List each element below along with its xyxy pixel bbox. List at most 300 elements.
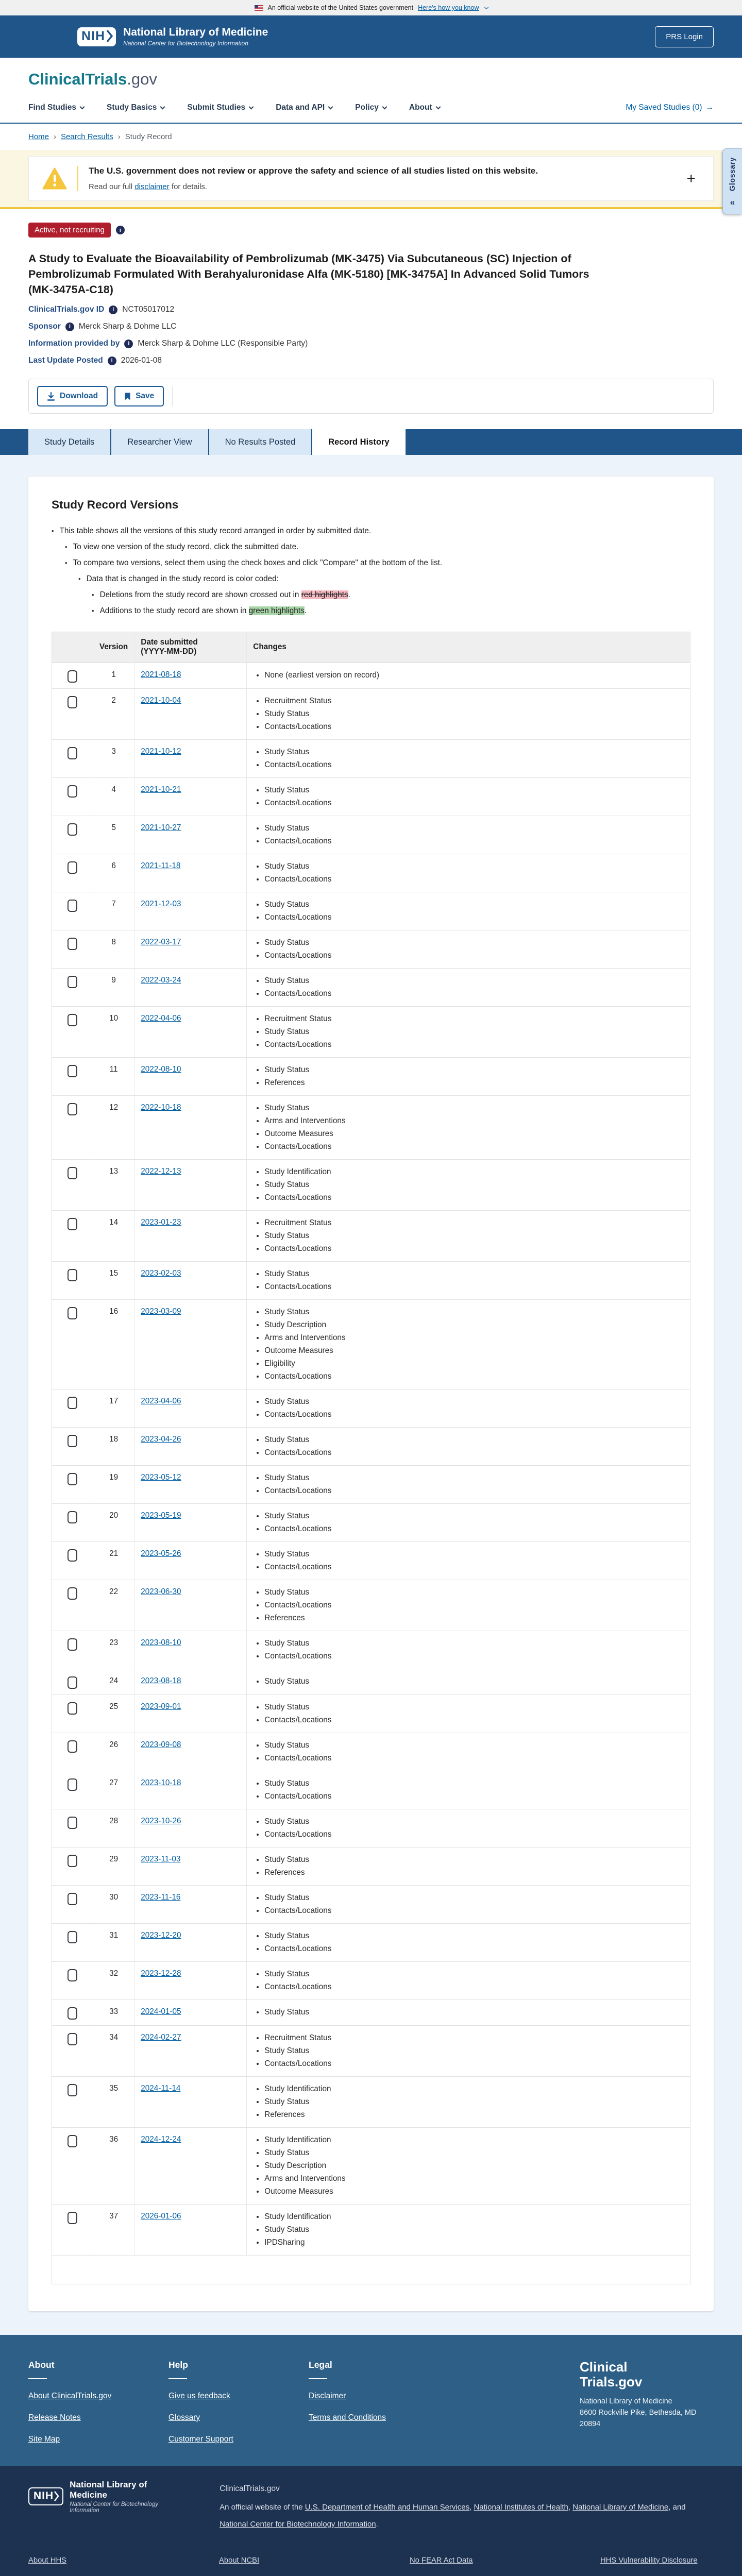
version-checkbox[interactable] [68,1511,77,1523]
date-cell [134,688,247,739]
agency-footer-link-about-hhs[interactable]: About HHS [28,2556,67,2565]
tab-study-details[interactable]: Study Details [28,429,111,455]
prs-login-button[interactable]: PRS Login [655,26,714,47]
breadcrumb-item-home[interactable]: Home [28,132,49,141]
version-checkbox[interactable] [68,1307,77,1319]
table-row [52,1503,690,1541]
date-link[interactable]: 2022-04-06 [141,1013,181,1023]
change-item: • Study Status [264,2147,684,2159]
version-checkbox[interactable] [68,1676,77,1689]
change-item: • Study Status [264,1306,684,1318]
change-item: • Study Status [264,1396,684,1408]
changes-cell [247,1771,690,1809]
date-link[interactable]: 2021-12-03 [141,899,181,908]
bullet-text-part: This table shows all the versions of this study record arranged in order by submitted date. [59,527,372,536]
info-icon[interactable]: i [116,226,125,234]
nih-logo [77,27,116,46]
bullet-icon: • [92,606,94,615]
date-link[interactable]: 2023-10-26 [141,1816,181,1825]
agency-footer-link-about-ncbi[interactable]: About NCBI [219,2556,260,2565]
intro-bullet [65,542,690,552]
version-checkbox[interactable] [68,1103,77,1115]
date-link[interactable]: 2023-12-20 [141,1930,181,1940]
date-link[interactable]: 2023-02-03 [141,1268,181,1278]
agency-footer [0,2466,742,2576]
chevron-down-icon [249,104,254,109]
version-checkbox[interactable] [68,1893,77,1905]
checkbox-cell [52,1961,93,1999]
nav-item-label: About [409,103,432,112]
warning-body-suffix: for details. [169,182,208,191]
date-link[interactable]: 2022-03-17 [141,937,181,946]
version-checkbox[interactable] [68,696,77,708]
date-link[interactable]: 2026-01-06 [141,2211,181,2221]
agency-link-u-s-department-of-health-and-human-services[interactable]: U.S. Department of Health and Human Services [305,2502,470,2512]
nih-logo [28,2487,63,2505]
date-link[interactable]: 2023-05-26 [141,1549,181,1558]
date-link[interactable]: 2024-11-14 [141,2083,181,2093]
version-cell: 30 [93,1885,134,1923]
version-cell: 2 [93,688,134,739]
footer-heading-rule [28,2378,47,2379]
chevron-down-icon [80,104,85,109]
version-checkbox[interactable] [68,1218,77,1230]
footer-link-give-us-feedback[interactable]: Give us feedback [168,2391,230,2400]
saved-label: My Saved Studies (0) [626,103,702,112]
nlm-header [0,15,742,58]
date-link[interactable]: 2023-09-08 [141,1740,181,1749]
warning-heading: The U.S. government does not review or approve the safety and science of all studies listed on this website. [89,166,538,176]
date-link[interactable]: 2023-09-01 [141,1702,181,1711]
table-row [52,2025,690,2076]
agency-link-national-institutes-of-health[interactable]: National Institutes of Health [474,2502,568,2512]
version-checkbox[interactable] [68,1435,77,1447]
footer-column-heading: Help [168,2359,188,2370]
date-header-line1: Date submitted [141,638,198,647]
date-cell [134,1961,247,1999]
footer-link-about-clinicaltrials-gov[interactable]: About ClinicalTrials.gov [28,2391,112,2400]
version-checkbox[interactable] [68,2135,77,2147]
info-icon[interactable]: i [109,306,117,314]
status-badge: Active, not recruiting [28,223,111,238]
change-item: • Contacts/Locations [264,1523,684,1535]
version-checkbox[interactable] [68,823,77,836]
date-link[interactable]: 2022-12-13 [141,1166,181,1176]
table-row [52,1261,690,1299]
sentence-text: . [376,2519,378,2529]
change-item: • Contacts/Locations [264,1714,684,1726]
breadcrumb-separator: › [54,132,57,141]
version-cell: 21 [93,1541,134,1580]
changes-list [253,1777,684,1803]
date-cell [134,1095,247,1159]
nih-logo-lockup[interactable] [77,26,268,47]
changes-list [253,1739,684,1765]
version-cell: 29 [93,1847,134,1885]
info-icon[interactable]: i [124,340,133,348]
breadcrumb-item-search-results[interactable]: Search Results [61,132,113,141]
change-item: • Study Status [264,1930,684,1942]
intro-bullets [52,526,690,616]
version-cell: 16 [93,1299,134,1389]
date-link[interactable]: 2023-11-03 [141,1854,181,1863]
agency-link-column-2 [219,2556,410,2576]
change-item: • Study Status [264,1586,684,1599]
change-item: • Contacts/Locations [264,1943,684,1955]
warning-body-prefix: Read our full [89,182,135,191]
download-icon [47,392,55,401]
change-item: • Study Description [264,1319,684,1331]
table-row [52,854,690,892]
table-row [52,892,690,930]
checkbox-cell [52,777,93,816]
nav-item-label: Find Studies [28,103,76,112]
disclaimer-link[interactable]: disclaimer [134,182,170,191]
checkbox-cell [52,1095,93,1159]
checkbox-cell [52,1733,93,1771]
date-link[interactable]: 2023-08-10 [141,1638,181,1647]
checkbox-cell [52,2025,93,2076]
table-row [52,1847,690,1885]
bookmark-icon [124,392,131,401]
table-row [52,1885,690,1923]
change-item: • References [264,1612,684,1624]
agency-link-national-library-of-medicine[interactable]: National Library of Medicine [572,2502,669,2512]
changes-cell [247,1694,690,1733]
checkbox-cell [52,1631,93,1669]
change-item: • Study Status [264,1472,684,1484]
changes-list [253,2134,684,2198]
change-item: • References [264,1867,684,1879]
field-label: ClinicalTrials.gov ID [28,305,105,314]
change-item: • Contacts/Locations [264,1370,684,1383]
save-button[interactable] [114,386,164,406]
date-link[interactable]: 2024-01-05 [141,2007,181,2016]
field-value: Merck Sharp & Dohme LLC [78,322,177,331]
date-link[interactable]: 2023-04-26 [141,1434,181,1444]
date-cell [134,1809,247,1847]
nih-logo-text: NIH [81,28,106,43]
checkbox-cell [52,1885,93,1923]
table-row [52,816,690,854]
tab-researcher-view[interactable]: Researcher View [111,429,209,455]
changes-list [253,1306,684,1383]
change-item: • Contacts/Locations [264,1981,684,1993]
version-checkbox[interactable] [68,785,77,798]
change-item: • Contacts/Locations [264,1409,684,1421]
change-item: • Study Status [264,1268,684,1280]
field-label: Information provided by [28,339,120,348]
checkbox-cell [52,1299,93,1389]
date-link[interactable]: 2023-03-09 [141,1307,181,1316]
version-checkbox[interactable] [68,1167,77,1179]
table-row [52,1299,690,1389]
version-cell: 34 [93,2025,134,2076]
changes-cell [247,930,690,968]
change-item: • Study Status [264,784,684,796]
change-item: • Study Status [264,1179,684,1191]
how-you-know-link[interactable]: Here's how you know [418,4,479,11]
date-cell [134,930,247,968]
date-link[interactable]: 2023-01-23 [141,1217,181,1227]
changes-list [253,1013,684,1051]
checkbox-cell [52,1427,93,1465]
date-link[interactable]: 2021-11-18 [141,861,181,870]
date-header-line2: (YYYY-MM-DD) [141,647,197,656]
intro-bullet [92,606,690,616]
bullet-text [100,590,350,600]
field-value: Merck Sharp & Dohme LLC (Responsible Party) [138,339,308,348]
checkbox-cell [52,2204,93,2255]
version-checkbox[interactable] [68,1702,77,1715]
date-cell [134,1771,247,1809]
info-icon[interactable]: i [65,323,74,331]
change-item: • Eligibility [264,1358,684,1370]
change-item: • Study Status [264,1892,684,1904]
version-checkbox[interactable] [68,1740,77,1753]
nlm-footer-logo[interactable] [28,2479,186,2514]
version-checkbox[interactable] [68,2007,77,2020]
change-item: • Study Identification [264,2134,684,2146]
date-link[interactable]: 2023-05-12 [141,1472,181,1482]
change-item: • Study Status [264,1968,684,1980]
change-item: • Recruitment Status [264,1217,684,1229]
date-link[interactable]: 2023-05-19 [141,1511,181,1520]
bullet-text [100,606,307,616]
section-heading: Study Record Versions [52,498,179,512]
change-item: • Contacts/Locations [264,1790,684,1803]
date-cell [134,1159,247,1210]
version-checkbox[interactable] [68,1778,77,1791]
change-item: • Contacts/Locations [264,1905,684,1917]
nav-item-submit-studies[interactable] [187,103,253,112]
change-item: • Contacts/Locations [264,797,684,809]
study-field-information-provided-by [28,339,714,348]
footer-link-terms-and-conditions[interactable]: Terms and Conditions [309,2413,386,2422]
date-cell [134,1694,247,1733]
checkbox-cell [52,1771,93,1809]
agency-link-column-1 [28,2556,219,2576]
version-checkbox[interactable] [68,2084,77,2096]
chevron-down-icon [160,104,165,109]
nav-item-label: Study Basics [107,103,157,112]
agency-footer-link-hhs-vulnerability-disclosure[interactable]: HHS Vulnerability Disclosure [600,2556,698,2565]
date-link[interactable]: 2022-10-18 [141,1103,181,1112]
version-cell: 3 [93,739,134,777]
nav-item-policy[interactable] [355,103,386,112]
version-checkbox[interactable] [68,938,77,950]
version-checkbox[interactable] [68,1549,77,1562]
version-checkbox[interactable] [68,1969,77,1981]
version-checkbox[interactable] [68,1931,77,1943]
sentence-text: , [568,2502,573,2512]
agency-link-national-center-for-biotechnology-information[interactable]: National Center for Biotechnology Information [220,2519,376,2529]
version-checkbox[interactable] [68,1473,77,1485]
changes-cell [247,1465,690,1503]
version-cell: 32 [93,1961,134,1999]
version-checkbox[interactable] [68,2033,77,2045]
date-link[interactable]: 2024-02-27 [141,2032,181,2042]
date-link[interactable]: 2023-12-28 [141,1969,181,1978]
date-link[interactable]: 2021-10-21 [141,785,181,794]
checkbox-cell [52,1261,93,1299]
changes-list [253,860,684,886]
version-cell: 26 [93,1733,134,1771]
date-link[interactable]: 2021-10-27 [141,823,181,832]
date-link[interactable]: 2022-08-10 [141,1064,181,1074]
date-cell [134,816,247,854]
version-cell: 23 [93,1631,134,1669]
footer-column-legal [309,2360,449,2444]
chevron-down-icon [435,104,441,109]
date-cell [134,2076,247,2127]
change-item: • Study Status [264,1548,684,1561]
version-cell: 4 [93,777,134,816]
date-link[interactable]: 2023-08-18 [141,1676,181,1685]
changes-cell [247,1541,690,1580]
version-checkbox[interactable] [68,1014,77,1026]
change-item: • Study Status [264,1637,684,1650]
version-checkbox[interactable] [68,670,77,683]
date-link[interactable]: 2021-08-18 [141,670,181,679]
version-checkbox[interactable] [68,1817,77,1829]
masthead [0,58,742,124]
main-nav [28,103,440,112]
changes-cell [247,1389,690,1427]
table-row [52,1809,690,1847]
date-link[interactable]: 2021-10-12 [141,747,181,756]
expand-plus-icon[interactable]: + [686,170,696,187]
tab-no-results-posted[interactable]: No Results Posted [209,429,313,455]
nav-item-data-and-api[interactable] [276,103,332,112]
version-checkbox[interactable] [68,861,77,874]
footer-link-customer-support[interactable]: Customer Support [168,2434,233,2444]
version-checkbox[interactable] [68,976,77,988]
date-link[interactable]: 2023-10-18 [141,1778,181,1787]
version-checkbox[interactable] [68,1638,77,1651]
nav-item-study-basics[interactable] [107,103,164,112]
nav-item-about[interactable] [409,103,440,112]
intro-bullet [78,574,690,584]
version-checkbox[interactable] [68,1587,77,1600]
date-link[interactable]: 2023-11-16 [141,1892,181,1902]
changes-cell [247,1261,690,1299]
table-row [52,1465,690,1503]
change-item: • Outcome Measures [264,2185,684,2198]
version-cell: 8 [93,930,134,968]
bullet-text-part: . [348,590,350,599]
date-cell [134,1580,247,1631]
download-button[interactable] [37,386,108,406]
footer-link-release-notes[interactable]: Release Notes [28,2413,81,2422]
date-cell [134,1210,247,1261]
version-checkbox[interactable] [68,2212,77,2224]
checkbox-cell [52,2076,93,2127]
changes-list [253,1892,684,1917]
table-row [52,1771,690,1809]
actions-bar [28,379,714,414]
version-cell: 25 [93,1694,134,1733]
version-checkbox[interactable] [68,747,77,759]
date-cell [134,2127,247,2204]
agency-footer-links [28,2556,714,2576]
my-saved-studies-link[interactable] [626,103,714,112]
table-row [52,1159,690,1210]
change-item: • Contacts/Locations [264,1650,684,1663]
version-checkbox[interactable] [68,1065,77,1077]
date-link[interactable]: 2022-03-24 [141,975,181,985]
change-item: • Contacts/Locations [264,1828,684,1841]
changes-list [253,695,684,733]
footer-link-disclaimer[interactable]: Disclaimer [309,2391,346,2400]
org-name: National Library of Medicine [123,26,268,38]
nav-item-find-studies[interactable] [28,103,84,112]
footer-link-site-map[interactable]: Site Map [28,2434,60,2444]
date-link[interactable]: 2024-12-24 [141,2134,181,2144]
date-cell [134,1427,247,1465]
footer-column-help [168,2360,309,2444]
changes-list [253,1166,684,1204]
date-cell [134,1465,247,1503]
checkbox-cell [52,1210,93,1261]
checkbox-cell [52,1159,93,1210]
table-row [52,1541,690,1580]
table-row [52,1733,690,1771]
date-link[interactable]: 2023-06-30 [141,1587,181,1596]
footer-brand [580,2360,714,2444]
change-item: • IPDSharing [264,2236,684,2249]
changes-cell [247,1923,690,1961]
checkbox-cell [52,1006,93,1057]
version-checkbox[interactable] [68,1397,77,1409]
checkbox-cell [52,968,93,1006]
save-label: Save [136,392,155,401]
changes-cell [247,1057,690,1095]
intro-bullet [92,590,690,600]
footer-logo-line1: Clinical [580,2359,628,2375]
study-header [0,209,742,365]
agency-footer-link-no-fear-act-data[interactable]: No FEAR Act Data [410,2556,473,2565]
table-row [52,1580,690,1631]
nav-item-label: Data and API [276,103,325,112]
change-item: • Contacts/Locations [264,1485,684,1497]
nih-chevron-icon [106,29,113,43]
clinicaltrials-logo[interactable] [28,70,714,89]
change-item: • Study Status [264,975,684,987]
changes-cell [247,1999,690,2025]
version-cell: 24 [93,1669,134,1694]
info-icon[interactable]: i [108,357,116,365]
bullet-text [73,558,443,568]
glossary-side-tab[interactable] [722,148,742,214]
changes-list [253,975,684,1000]
footer-site-name: ClinicalTrials.gov [220,2484,280,2493]
version-checkbox[interactable] [68,1269,77,1281]
study-field-last-update-posted [28,356,714,365]
changes-list [253,1510,684,1535]
bullet-text [87,574,279,584]
versions-table [52,632,690,2284]
version-checkbox[interactable] [68,900,77,912]
changes-cell [247,1159,690,1210]
date-link[interactable]: 2021-10-04 [141,696,181,705]
change-item: • Study Status [264,1777,684,1790]
org-name: National Library of Medicine [70,2479,147,2500]
version-checkbox[interactable] [68,1855,77,1867]
date-link[interactable]: 2023-04-06 [141,1396,181,1405]
tab-record-history[interactable]: Record History [312,429,406,455]
footer-link-glossary[interactable]: Glossary [168,2413,200,2422]
